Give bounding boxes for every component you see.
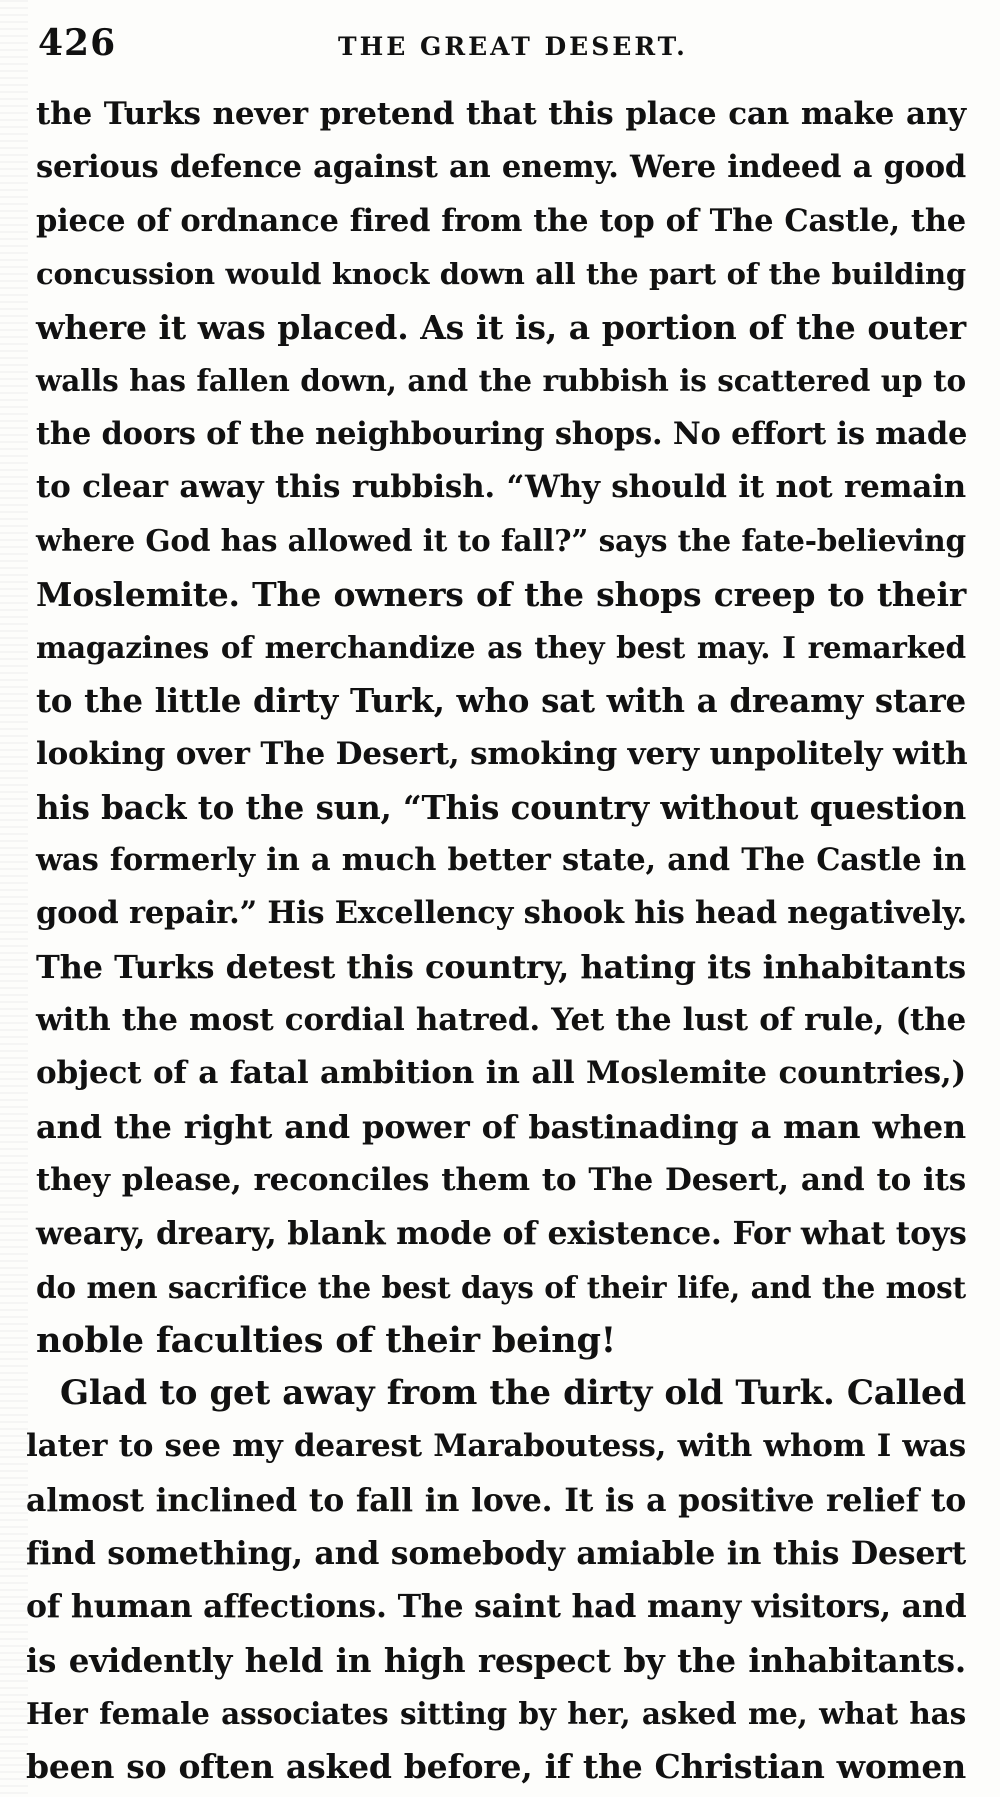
text-line: and the right and power of bastinading a man when	[36, 1107, 966, 1146]
text-line: walls has fallen down, and the rubbish is scattered up to	[36, 363, 966, 399]
text-line: serious defence against an enemy. Were indeed a good	[36, 149, 966, 186]
page-header	[38, 22, 958, 82]
text-line: The Turks detest this country, hating its inhabitants	[36, 947, 966, 986]
text-line: Her female associates sitting by her, asked me, what has	[26, 1695, 966, 1731]
text-line: Moslemite. The owners of the shops creep to their	[36, 574, 966, 614]
text-line: his back to the sun, “This country without question	[36, 787, 966, 827]
text-line: concussion would knock down all the part of the building	[36, 256, 966, 291]
page-number: 426	[38, 22, 117, 64]
text-line: was formerly in a much better state, and The Castle in	[36, 842, 966, 879]
running-head: THE GREAT DESERT.	[338, 32, 688, 61]
text-line: they please, reconciles them to The Desert, and to its	[36, 1161, 966, 1198]
text-line: looking over The Desert, smoking very unpolitely with	[36, 735, 968, 772]
text-line: where God has allowed it to fall?” says the fate-believing	[36, 523, 966, 559]
text-line: to the little dirty Turk, who sat with a dreamy stare	[36, 681, 966, 721]
paragraph-2	[26, 1367, 966, 1793]
text-line: piece of ordnance fired from the top of The Castle, the	[36, 202, 966, 239]
text-line: good repair.” His Excellency shook his head negatively.	[36, 895, 967, 932]
text-line: is evidently held in high respect by the inhabitants.	[26, 1640, 966, 1680]
paragraph-1	[26, 88, 966, 1367]
text-line: do men sacrifice the best days of their life, and the most	[36, 1269, 966, 1305]
body-text	[26, 88, 966, 1794]
text-line: of human affections. The saint had many visitors, and	[26, 1588, 967, 1626]
page-edge-shading	[0, 0, 28, 1797]
text-line: the Turks never pretend that this place can make any	[36, 96, 966, 132]
text-line: magazines of merchandize as they best may. I remarked	[36, 629, 966, 665]
text-line: later to see my dearest Maraboutess, with whom I was	[26, 1428, 966, 1465]
text-line: with the most cordial hatred. Yet the lust of rule, (the	[36, 1002, 966, 1039]
text-line: the doors of the neighbouring shops. No effort is made	[36, 415, 968, 452]
text-line: almost inclined to fall in love. It is a positive relief to	[26, 1481, 966, 1519]
text-line: weary, dreary, blank mode of existence. For what toys	[36, 1215, 967, 1253]
text-line: find something, and somebody amiable in this Desert	[26, 1535, 966, 1573]
text-line: Glad to get away from the dirty old Turk. Called	[60, 1373, 966, 1414]
text-line: to clear away this rubbish. “Why should it not remain	[36, 469, 966, 506]
text-line: been so often asked before, if the Christian women	[26, 1747, 966, 1787]
text-line: where it was placed. As it is, a portion of the outer	[36, 308, 966, 348]
text-line: object of a fatal ambition in all Moslemite countries,)	[36, 1055, 966, 1092]
text-line: noble faculties of their being!	[36, 1319, 616, 1361]
